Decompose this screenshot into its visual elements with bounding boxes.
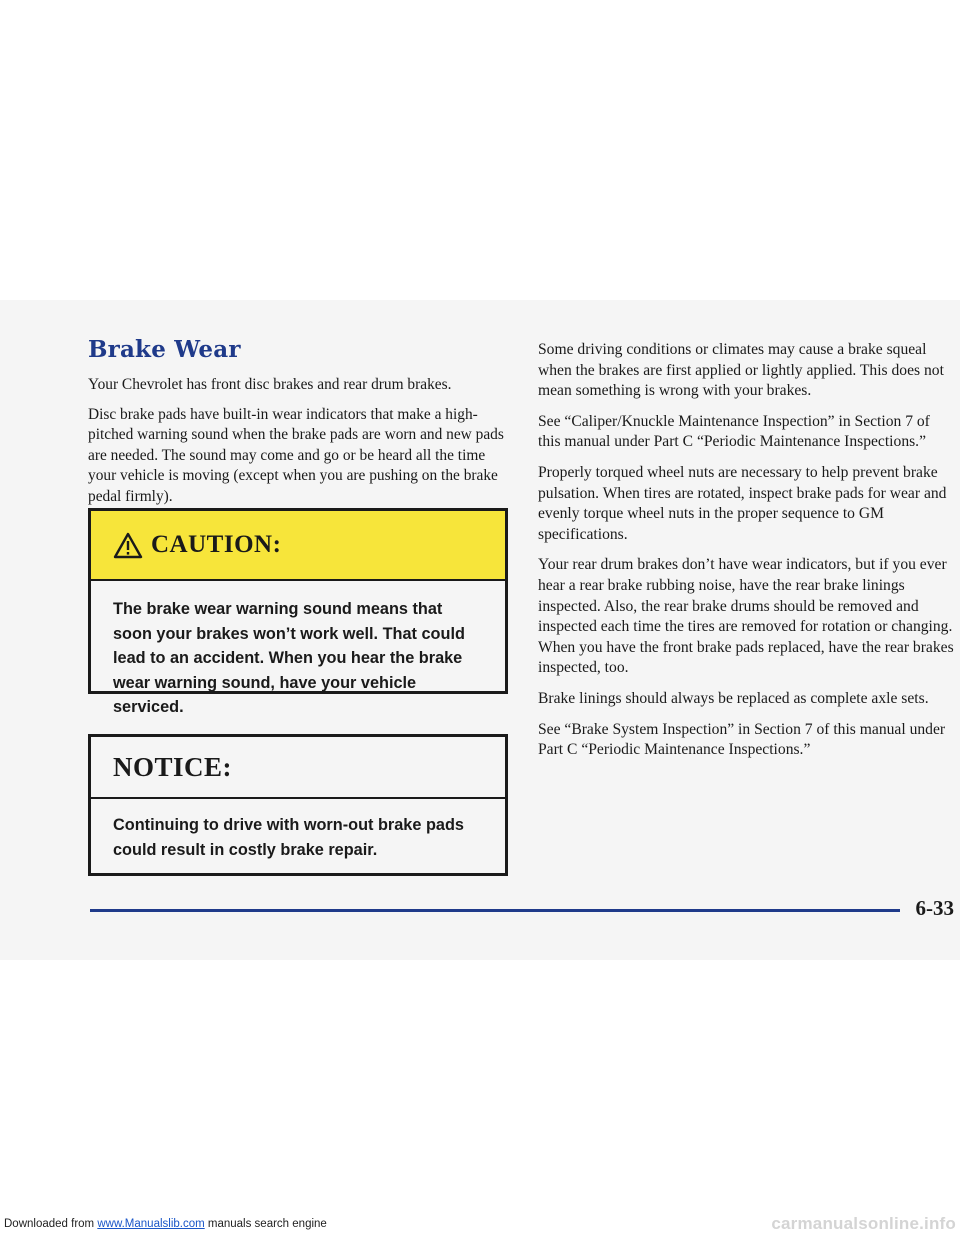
manualslib-link[interactable]: www.Manualslib.com	[97, 1218, 205, 1230]
paragraph: Properly torqued wheel nuts are necessary to help prevent brake pulsation. When tires are rotated, inspect brake pads for wear and evenly torque wheel nuts in the proper sequence to GM specifications.	[538, 463, 947, 543]
footer-rule	[90, 909, 900, 912]
paragraph: Your Chevrolet has front disc brakes and rear drum brakes.	[88, 376, 452, 393]
download-footer	[0, 1214, 960, 1236]
warning-triangle-icon	[113, 532, 143, 559]
section-heading: Brake Wear	[88, 336, 241, 363]
download-suffix: manuals search engine	[204, 1218, 327, 1230]
paragraph: Some driving conditions or climates may cause a brake squeal when the brakes are first applied or lightly applied. This does not mean something is wrong with your brakes.	[538, 341, 944, 400]
page-number: 6-33	[915, 896, 954, 920]
download-credit	[4, 1218, 327, 1230]
download-prefix: Downloaded from	[4, 1218, 98, 1230]
caution-title: CAUTION:	[151, 531, 282, 558]
right-column	[538, 340, 956, 771]
notice-box	[88, 734, 508, 876]
caution-text: The brake wear warning sound means that soon your brakes won’t work well. That could lead to an accident. When you hear the brake wear warning sound, have your vehicle serviced.	[113, 600, 465, 716]
caution-header	[91, 511, 505, 581]
watermark: carmanualsonline.info	[771, 1214, 956, 1233]
notice-title: NOTICE:	[113, 751, 233, 782]
paragraph: See “Caliper/Knuckle Maintenance Inspection” in Section 7 of this manual under Part C “Periodic Maintenance Inspections.”	[538, 412, 930, 451]
paragraph: Brake linings should always be replaced as complete axle sets.	[538, 689, 929, 707]
notice-text: Continuing to drive with worn-out brake pads could result in costly brake repair.	[113, 816, 464, 859]
notice-header	[91, 737, 505, 799]
paragraph: Your rear drum brakes don’t have wear indicators, but if you ever hear a rear brake rubbing noise, have the rear brake linings inspected. Also, the rear brake drums should be removed and inspected each time the tires are removed for rotation or changing. When you have the front brake pads replaced, have the rear brakes inspected, too.	[538, 556, 954, 677]
paragraph: See “Brake System Inspection” in Section 7 of this manual under Part C “Periodic Maintenance Inspections.”	[538, 720, 946, 759]
caution-box	[88, 508, 508, 716]
paragraph: Disc brake pads have built-in wear indicators that make a high-pitched warning sound when the brake pads are worn and new pads are needed. The sound may come and go or be heard all the time your vehicle is moving (except when you are pushing on the brake pedal firmly).	[88, 405, 504, 505]
left-column	[88, 336, 508, 516]
